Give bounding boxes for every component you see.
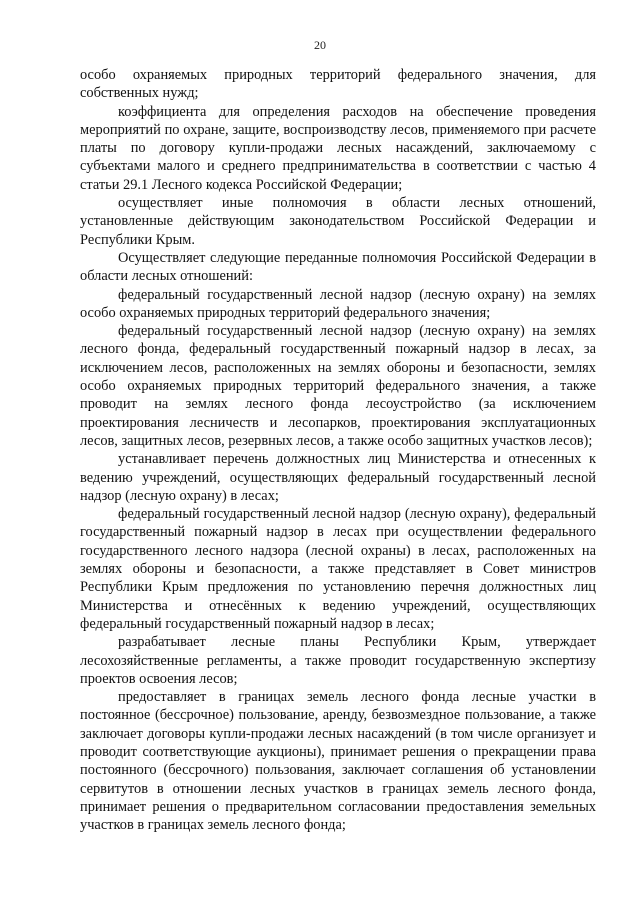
paragraph-10: предоставляет в границах земель лесного фонда лесные участки в постоянное (бессрочное) пользование, аренду, безвозмездное пользование, а также заключает договоры купли-продажи лесных насаждений (в том числе организует и проводит соответствующие аукционы), принимает решения о прекращении права постоянного (бессрочного) пользования, заключает соглашения об установлении сервитутов в отношении лесных участков в границах земель лесного фонда, принимает решения о предварительном согласовании предоставления земельных участков в границах земель лесного фонда; bbox=[80, 689, 596, 834]
paragraph-1: особо охраняемых природных территорий федерального значения, для собственных нужд; bbox=[80, 67, 596, 102]
paragraph-6: федеральный государственный лесной надзор (лесную охрану) на землях лесного фонда, федеральный государственный пожарный надзор в лесах, за исключением лесов, расположенных на землях обороны и безопасности, землях особо охраняемых природных территорий федерального значения, а также проводит на землях лесного фонда лесоустройство (за исключением проектирования лесничеств и лесопарков, проектирования эксплуатационных лесов, защитных лесов, резервных лесов, а также особо защитных участков лесов); bbox=[80, 323, 596, 449]
paragraph-7: устанавливает перечень должностных лиц Министерства и отнесенных к ведению учреждений, осуществляющих федеральный государственный лесной надзор (лесную охрану) в лесах; bbox=[80, 451, 596, 504]
paragraph-4: Осуществляет следующие переданные полномочия Российской Федерации в области лесных отношений: bbox=[80, 249, 596, 285]
page-number: 20 bbox=[314, 38, 326, 52]
paragraph-3: осуществляет иные полномочия в области лесных отношений, установленные действующим законодательством Российской Федерации и Республики Крым. bbox=[80, 195, 596, 248]
document-body bbox=[80, 66, 596, 834]
paragraph-8: федеральный государственный лесной надзор (лесную охрану), федеральный государственный пожарный надзор в лесах при осуществлении федерального государственного лесного надзора (лесной охраны) в лесах, расположенных на землях обороны и безопасности, а также представляет в Совет министров Республики Крым предложения по установлению перечня должностных лиц Министерства и отнесённых к ведению учреждений, осуществляющих федеральный государственный пожарный надзор в лесах; bbox=[80, 506, 596, 632]
paragraph-9: разрабатывает лесные планы Республики Крым, утверждает лесохозяйственные регламенты, а также проводит государственную экспертизу проектов освоения лесов; bbox=[80, 634, 596, 687]
paragraph-2: коэффициента для определения расходов на обеспечение проведения мероприятий по охране, защите, воспроизводству лесов, применяемого при расчете платы по договору купли-продажи лесных насаждений, заключаемому с субъектами малого и среднего предпринимательства в соответствии с частью 4 статьи 29.1 Лесного кодекса Российской Федерации; bbox=[80, 103, 596, 193]
paragraph-5: федеральный государственный лесной надзор (лесную охрану) на землях особо охраняемых природных территорий федерального значения; bbox=[80, 286, 596, 321]
